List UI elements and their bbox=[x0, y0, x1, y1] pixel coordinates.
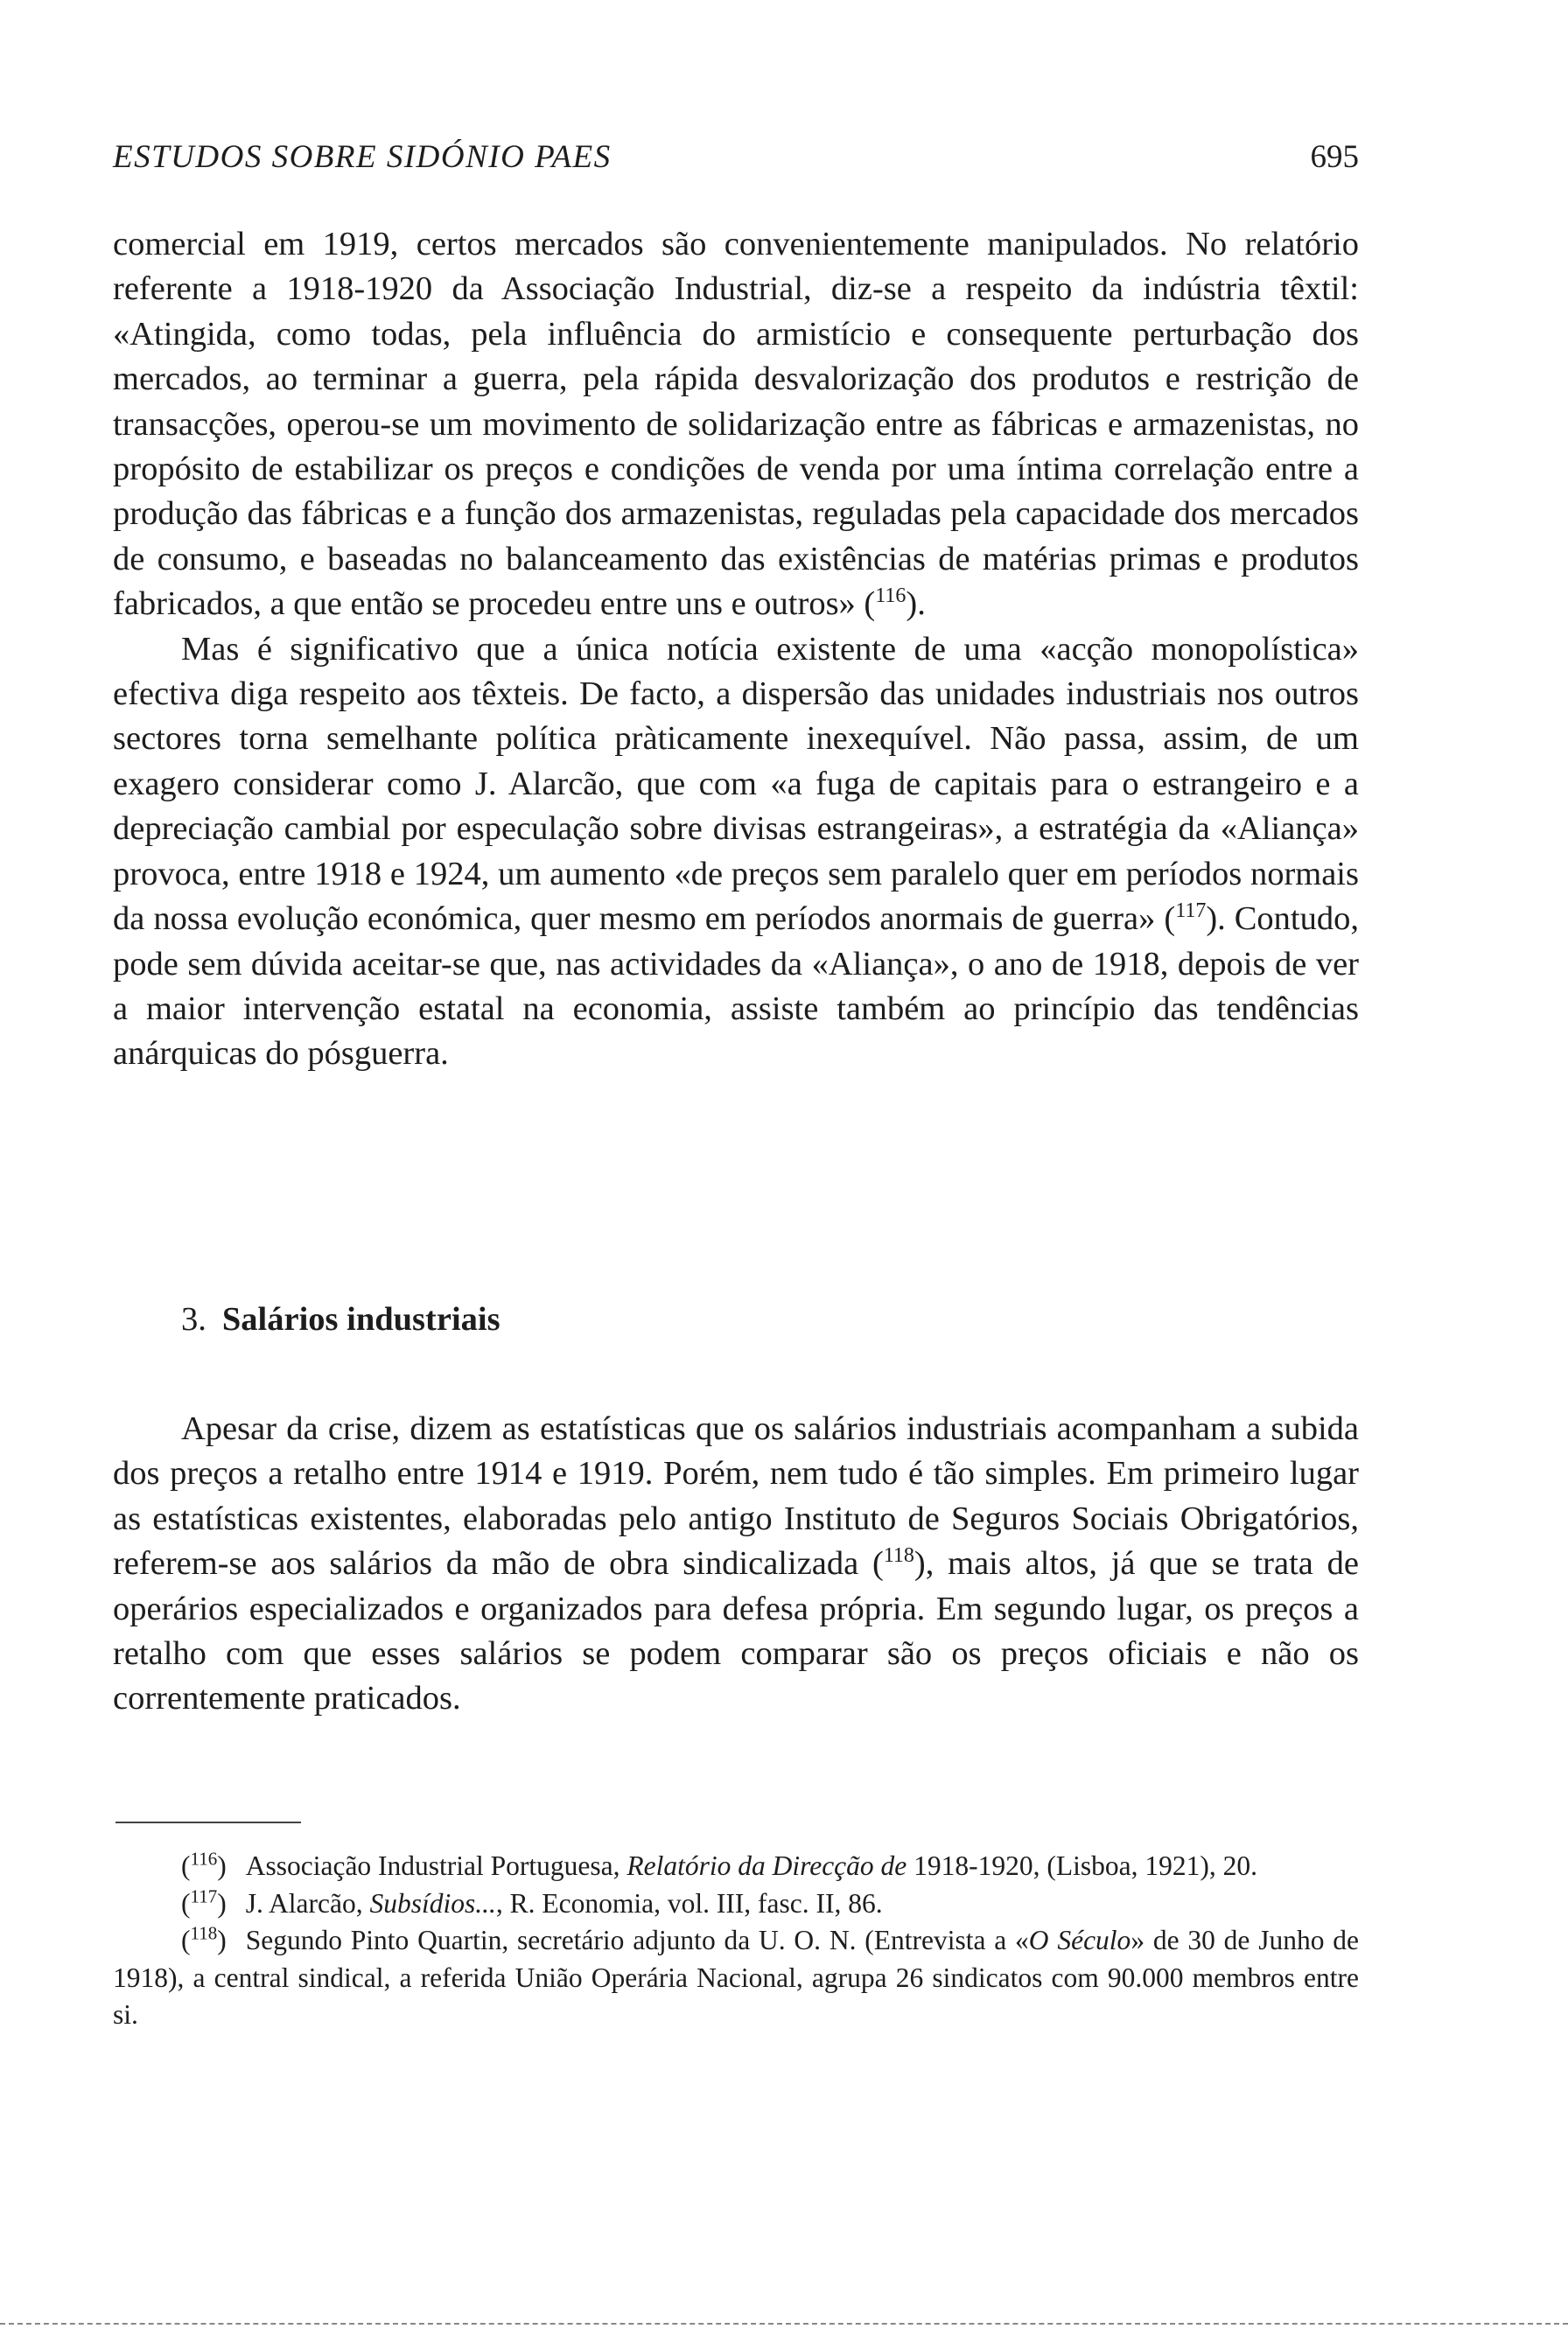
footnote: ($^{118}$) Segundo Pinto Quartin, secretário adjunto da U. O. N. (Entrevista a «O Século» de 30 de Junho de 1918), a central sindical, a referida União Operária Nacional, agrupa 26 sindicatos com 90.000 membros entre si. bbox=[113, 1922, 1359, 2030]
body-text-top bbox=[113, 222, 1359, 1077]
paragraph: Apesar da crise, dizem as estatísticas que os salários industriais acompanham a subida dos preços a retalho entre 1914 e 1919. Porém, nem tudo é tão simples. Em primeiro lugar as estatísticas existentes, elaboradas pelo antigo Instituto de Seguros Sociais Obrigatórios, referem-se aos salários da mão de obra sindicalizada ($^{118}$), mais altos, já que se trata de operários especializados e organizados para defesa própria. Em segundo lugar, os preços a retalho com que esses salários se podem comparar são os preços oficiais e não os correntemente praticados. bbox=[113, 1410, 1359, 1717]
body-text-section bbox=[113, 1407, 1359, 1722]
paragraph: Mas é significativo que a única notícia existente de uma «acção monopolística» efectiva diga respeito aos têxteis. De facto, a dispersão das unidades industriais nos outros sectores torna semelhante política pràticamente inexequível. Não passa, assim, de um exagero considerar como J. Alarcão, que com «a fuga de capitais para o estrangeiro e a depreciação cambial por especulação sobre divisas estrangeiras», a estratégia da «Aliança» provoca, entre 1918 e 1924, um aumento «de preços sem paralelo quer em períodos normais da nossa evolução económica, quer mesmo em períodos anormais de guerra» ($^{117}$). Contudo, pode sem dúvida aceitar-se que, nas actividades da «Aliança», o ano de 1918, depois de ver a maior intervenção estatal na economia, assiste também ao princípio das tendências anárquicas do pósguerra. bbox=[113, 630, 1359, 1073]
section-heading bbox=[181, 1297, 500, 1341]
footnote-number: ($^{116}$) bbox=[181, 1848, 227, 1881]
footnote-reference[interactable]: 117 bbox=[1175, 899, 1207, 923]
section-title: Salários industriais bbox=[221, 1301, 500, 1338]
footnote-reference[interactable]: 118 bbox=[883, 1544, 914, 1568]
paragraph: comercial em 1919, certos mercados são convenientemente manipulados. No relatório referente a 1918-1920 da Associação Industrial, diz-se a respeito da indústria têxtil: «Atingida, como todas, pela influência do armistício e consequente perturbação dos mercados, ao terminar a guerra, pela rápida desvalorização dos produtos e restrição de transacções, operou-se um movimento de solidarização entre as fábricas e armazenistas, no propósito de estabilizar os preços e condições de venda por uma íntima correlação entre a produção das fábricas e a função dos armazenistas, reguladas pela capacidade dos mercados de consumo, e baseadas no balanceamento das existências de matérias primas e produtos fabricados, a que então se procedeu entre uns e outros» ($^{116}$). bbox=[113, 226, 1359, 623]
footnote: ($^{117}$) J. Alarcão, Subsídios..., R. Economia, vol. III, fasc. II, 86. bbox=[181, 1885, 883, 1919]
footnote-divider bbox=[116, 1822, 301, 1823]
page-edge-divider bbox=[0, 2323, 1568, 2325]
running-header bbox=[113, 131, 1359, 184]
section-number: 3. bbox=[181, 1301, 206, 1338]
page-number: 695 bbox=[1310, 139, 1359, 175]
footnote-reference[interactable]: 116 bbox=[875, 584, 906, 608]
running-title: ESTUDOS SOBRE SIDÓNIO PAES bbox=[113, 139, 612, 175]
footnote-number: ($^{117}$) bbox=[181, 1885, 227, 1919]
footnote: ($^{116}$) Associação Industrial Portuguesa, Relatório da Direcção de 1918-1920, (Lisboa, 1921), 20. bbox=[181, 1848, 1257, 1881]
footnote-number: ($^{118}$) bbox=[181, 1922, 227, 1955]
footnotes bbox=[113, 1848, 1359, 2034]
